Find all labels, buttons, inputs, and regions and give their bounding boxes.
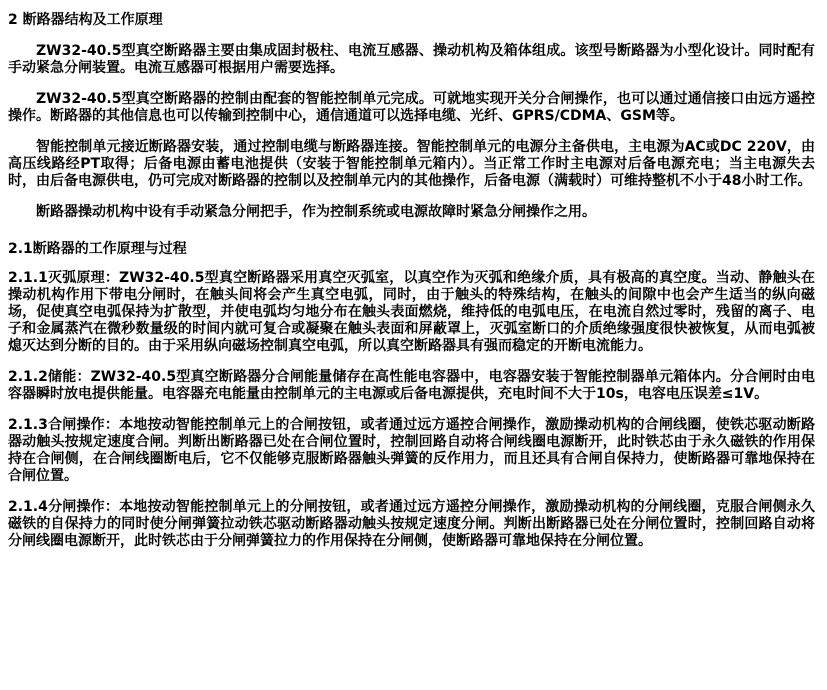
paragraph-manual-trip: 断路器操动机构中设有手动紧急分闸把手，作为控制系统或电源故障时紧急分闸操作之用。 (36, 204, 596, 220)
section-heading: 2 断路器结构及工作原理 (8, 12, 163, 28)
paragraph-power-supply: 智能控制单元接近断路器安装，通过控制电缆与断路器连接。智能控制单元的电源分主备供电，主电源为AC或DC 220V，由高压线路经PT取得；后备电源由蓄电池提供（安装于智能控制单元箱内）。当正常工作时主电源对后备电源充电；当主电源失去时，由后备电源供电，仍可完成对断路器的控制以及控制单元内的其他操作，后备电源（满载时）可维持整机不小于48小时工作。 (8, 139, 815, 189)
item-closing-operation: 2.1.3合闸操作：本地按动智能控制单元上的合闸按钮，或者通过远方遥控合闸操作，激励操动机构的合闸线圈，使铁芯驱动断路器动触头按规定速度合闸。判断出断路器已处在合闸位置时，控制回路自动将合闸线圈电源断开，此时铁芯由于永久磁铁的作用保持在合闸侧，在合闸线圈断电后，它不仅能够克服断路器触头弹簧的反作用力，而且还具有合闸自保持力，使断路器可靠地保持在合闸位置。 (8, 417, 815, 484)
paragraph-control: ZW32-40.5型真空断路器的控制由配套的智能控制单元完成。可就地实现开关分合闸操作，也可以通过通信接口由远方遥控操作。断路器的其他信息也可以传输到控制中心，通信通道可以选择电缆、光纤、GPRS/CDMA、GSM等。 (8, 91, 815, 124)
paragraph-overview: ZW32-40.5型真空断路器主要由集成固封极柱、电流互感器、操动机构及箱体组成。该型号断路器为小型化设计。同时配有手动紧急分闸装置。电流互感器可根据用户需要选择。 (8, 43, 815, 76)
item-opening-operation: 2.1.4分闸操作：本地按动智能控制单元上的分闸按钮，或者通过远方遥控分闸操作，激励操动机构的分闸线圈，克服合闸侧永久磁铁的自保持力的同时使分闸弹簧拉动铁芯驱动断路器动触头按规定速度分闸。判断出断路器已处在分闸位置时，控制回路自动将分闸线圈电源断开，此时铁芯由于分闸弹簧拉力的作用保持在分闸侧，使断路器可靠地保持在分闸位置。 (8, 499, 815, 549)
item-energy-storage: 2.1.2储能：ZW32-40.5型真空断路器分合闸能量储存在高性能电容器中，电容器安装于智能控制器单元箱体内。分合闸时由电容器瞬时放电提供能量。电容器充电能量由控制单元的主电源或后备电源提供，充电时间不大于10s，电容电压误差≤1V。 (8, 369, 815, 402)
item-arc-extinguishing: 2.1.1灭弧原理：ZW32-40.5型真空断路器采用真空灭弧室，以真空作为灭弧和绝缘介质，具有极高的真空度。当动、静触头在操动机构作用下带电分闸时，在触头间将会产生真空电弧，同时，由于触头的特殊结构，在触头的间隙中也会产生适当的纵向磁场，促使真空电弧保持为扩散型，并使电弧均匀地分布在触头表面燃烧，维持低的电弧电压，在电流自然过零时，残留的离子、电子和金属蒸汽在微秒数量级的时间内就可复合或凝聚在触头表面和屏蔽罩上，灭弧室断口的介质绝缘强度很快被恢复，从而电弧被熄灭达到分断的目的。由于采用纵向磁场控制真空电弧，所以真空断路器具有强而稳定的开断电流能力。 (8, 270, 815, 354)
subsection-heading: 2.1断路器的工作原理与过程 (8, 241, 187, 257)
